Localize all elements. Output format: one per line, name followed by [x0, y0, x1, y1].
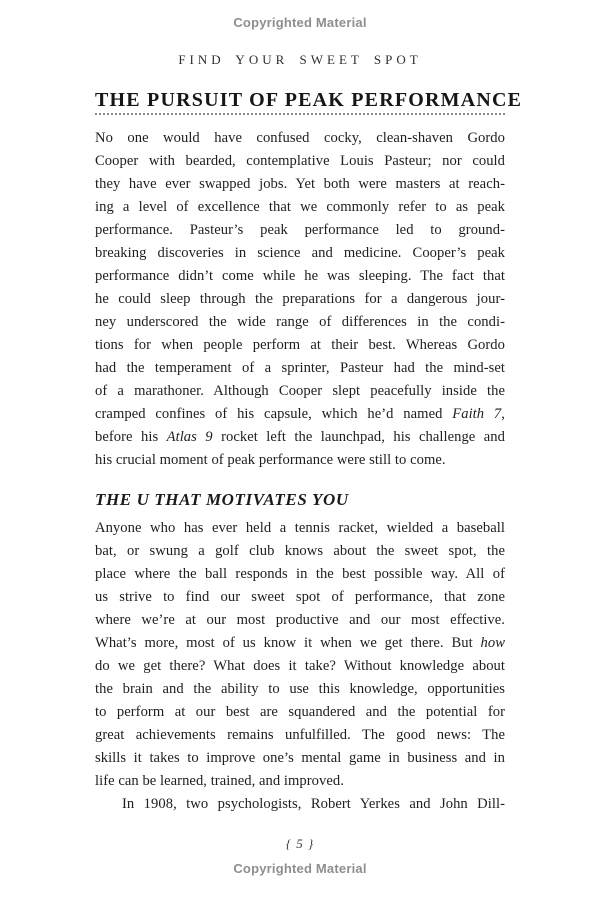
text-line: bat, or swung a golf club knows about the sweet spot, the [95, 543, 505, 559]
copyright-watermark-bottom: Copyrighted Material [233, 861, 367, 876]
text-line: performance didn’t come while he was sleeping. The fact that [95, 268, 505, 284]
text-line: they have ever swapped jobs. Yet both were masters at reach- [95, 176, 505, 192]
page-number: { 5 } [285, 836, 315, 851]
text-line: ing a level of excellence that we commonly refer to as peak [95, 199, 505, 215]
text-line: In 1908, two psychologists, Robert Yerkes and John Dill- [122, 796, 505, 812]
text-line: us strive to find our sweet spot of performance, that zone [95, 589, 505, 605]
dotted-rule [95, 113, 505, 115]
text-line: place where the ball responds in the best possible way. All of [95, 566, 505, 582]
text-line: ney underscored the wide range of differences in the condi- [95, 314, 505, 330]
text-line: the brain and the ability to use this knowledge, opportunities [95, 681, 505, 697]
subsection-heading: THE U THAT MOTIVATES YOU [95, 490, 349, 509]
text-line: to perform at our best are squandered and the potential for [95, 704, 505, 720]
text-line: Cooper with bearded, contemplative Louis Pasteur; nor could [95, 153, 505, 169]
page-body [95, 127, 505, 816]
text-line: What’s more, most of us know it when we get there. But how [95, 635, 505, 651]
text-line: skills it takes to improve one’s mental game in business and in [95, 750, 505, 766]
text-line: tions for when people perform at their best. Whereas Gordo [95, 337, 505, 353]
copyright-watermark-top: Copyrighted Material [233, 15, 367, 30]
text-line: great achievements remains unfulfilled. The good news: The [95, 727, 505, 743]
running-header: FIND YOUR SWEET SPOT [178, 52, 422, 67]
text-line: of a marathoner. Although Cooper slept peacefully inside the [95, 383, 505, 399]
text-line: Anyone who has ever held a tennis racket, wielded a baseball [95, 520, 505, 536]
paragraph [95, 127, 505, 472]
page-content [95, 88, 523, 816]
section-heading: THE PURSUIT OF PEAK PERFORMANCE [95, 89, 523, 111]
text-line: where we’re at our most productive and our most effective. [95, 612, 505, 628]
text-line: breaking discoveries in science and medicine. Cooper’s peak [95, 245, 505, 261]
paragraph [95, 517, 505, 793]
text-line: do we get there? What does it take? Without knowledge about [95, 658, 505, 674]
text-line: his crucial moment of peak performance were still to come. [95, 452, 446, 468]
text-line: performance. Pasteur’s peak performance led to ground- [95, 222, 505, 238]
text-line: he could sleep through the preparations for a dangerous jour- [95, 291, 505, 307]
text-line: life can be learned, trained, and improved. [95, 773, 344, 789]
text-line: No one would have confused cocky, clean-shaven Gordo [95, 130, 505, 146]
text-line: had the temperament of a sprinter, Pasteur had the mind-set [95, 360, 505, 376]
paragraph [95, 793, 505, 816]
text-line: cramped confines of his capsule, which he’d named Faith 7, [95, 406, 505, 422]
text-line: before his Atlas 9 rocket left the launchpad, his challenge and [95, 429, 505, 445]
